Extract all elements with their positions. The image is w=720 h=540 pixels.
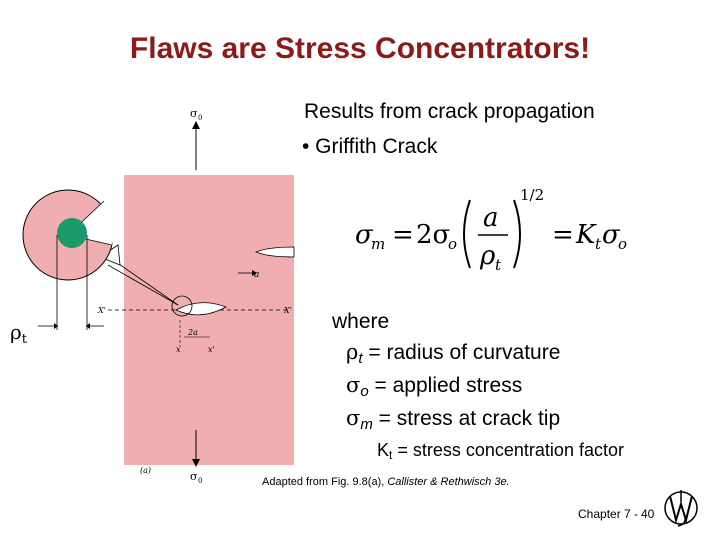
eq-lhs: σ [355, 220, 373, 250]
sigma-bottom-label: σ [190, 470, 198, 483]
rho-t-label [10, 320, 27, 347]
definition-symbol: K [377, 440, 390, 460]
label-2a: 2a [188, 328, 198, 337]
definition-subscript: m [360, 416, 373, 433]
credit-prefix: Adapted from Fig. 9.8(a), [262, 476, 388, 488]
publisher-logo-icon [662, 486, 700, 530]
eq-left-paren [464, 200, 470, 268]
eq-exponent: 1/2 [520, 186, 545, 204]
plate [124, 175, 294, 465]
rho-subscript: t [21, 332, 27, 347]
rho-symbol: ρ [10, 320, 22, 344]
eq-equals-2: = [552, 220, 574, 250]
eq-lhs-sub: m [371, 235, 386, 253]
label-a: a [254, 270, 260, 280]
eq-rhs2: σ [602, 220, 620, 250]
footer-chapter: Chapter 7 - [578, 507, 639, 521]
definition-text: = stress at crack tip [372, 407, 561, 430]
bullet-griffith-crack: • Griffith Crack [302, 135, 438, 158]
definition-symbol: σ [346, 406, 361, 430]
footer-page-number: 40 [641, 507, 655, 521]
crack-tip-radius [57, 218, 87, 248]
definition-subscript: o [360, 383, 369, 400]
slide-title: Flaws are Stress Concentrators! [129, 32, 591, 65]
label-x-prime-right: X' [284, 306, 292, 315]
label-x: x [176, 345, 181, 354]
definition-subscript: t [389, 448, 393, 462]
definition-symbol: σ [346, 373, 361, 397]
eq-rhs2-sub: o [618, 235, 628, 253]
definition-sigma-o [346, 373, 522, 398]
definition-kt [377, 440, 624, 461]
definition-symbol: ρ [346, 340, 359, 364]
sigma-top-sub: 0 [198, 114, 203, 122]
definition-text: = stress concentration factor [392, 440, 624, 460]
sigma-bottom-sub: 0 [198, 477, 203, 485]
definition-sigma-m [346, 406, 560, 431]
eq-rhs-sub: t [595, 235, 602, 253]
eq-rhs: K [576, 220, 596, 250]
label-x-prime: x' [208, 345, 215, 354]
eq-equals-1: = [392, 220, 414, 250]
definition-rho [346, 340, 560, 365]
eq-coef-sub: o [448, 235, 458, 253]
sigma-top-label: σ [190, 107, 198, 120]
eq-denominator-sub: t [495, 256, 502, 274]
definition-text: = applied stress [368, 374, 523, 397]
crack-figure [0, 95, 300, 495]
label-part-a: (a) [140, 466, 152, 475]
label-x-prime-left: X' [98, 306, 106, 315]
eq-denominator: ρ [480, 241, 496, 271]
eq-right-paren [514, 200, 520, 268]
credit-italic: Callister & Rethwisch 3e. [387, 476, 510, 488]
intro-text: Results from crack propagation [304, 100, 595, 123]
where-label: where [332, 310, 390, 333]
definition-subscript: t [358, 350, 363, 367]
eq-coef: 2σ [416, 220, 451, 250]
eq-numerator: a [483, 203, 499, 233]
griffith-equation [350, 182, 650, 282]
definition-text: = radius of curvature [362, 341, 561, 364]
